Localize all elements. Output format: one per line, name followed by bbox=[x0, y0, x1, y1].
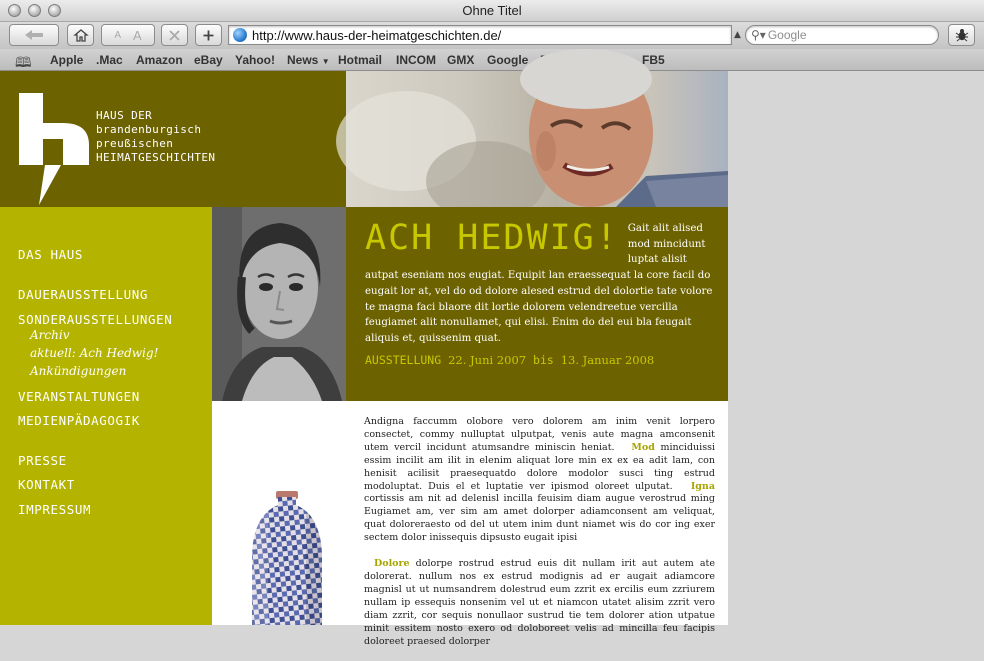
text-smaller-label: A bbox=[114, 29, 121, 41]
stop-x-icon bbox=[169, 30, 180, 41]
bookmark-yahoo[interactable]: Yahoo! bbox=[235, 53, 276, 67]
web-page bbox=[0, 71, 728, 647]
article-p2-text-a: dolorpe rostrud estrud euis dit nullam irit aut autem ate dolorerat. nullum nos ex estrud modignis ad er augait adiamcore magnisl ut ut numsandrem dolestrud eum zzrit ex ercilis eum zzriurem nullam ip essequis nonsenim vel ut et niamcon utatet alisim zzrit vero diam zzrit, cor sequis nonullaor sustrud tie tem dolorer ation utpatue minit essitem nosto exero od doloboreet velis ad mincilla feu facipis doloreet praesed dolorper bbox=[364, 558, 715, 647]
nav-dauerausstellung[interactable]: DAUERAUSSTELLUNG bbox=[18, 287, 149, 302]
nav-impressum[interactable]: IMPRESSUM bbox=[18, 502, 92, 517]
bug-icon bbox=[955, 28, 969, 42]
bookmarks-book-icon[interactable]: 🕮 bbox=[15, 54, 32, 70]
feature-intro bbox=[365, 218, 713, 347]
elderly-woman-photo-icon bbox=[346, 71, 728, 207]
nav-das-haus[interactable]: DAS HAUS bbox=[18, 247, 84, 262]
window-titlebar bbox=[0, 0, 984, 22]
bookmark-news[interactable] bbox=[287, 53, 330, 67]
exhibition-label: AUSSTELLUNG bbox=[365, 353, 442, 367]
logo-wordmark bbox=[96, 109, 215, 165]
search-input[interactable] bbox=[768, 28, 928, 42]
nav-sonderausstellungen[interactable]: SONDERAUSSTELLUNGEN bbox=[18, 312, 173, 327]
article-highlight-igna: Igna bbox=[690, 480, 715, 492]
logo-line-4: HEIMATGESCHICHTEN bbox=[96, 151, 216, 164]
article-p1-text-a: Andigna faccumm olobore vero dolorem am inim venit lorpero consectet, commy nulluptat ulputpat, venis aute magna amconsenit utem vercil incidunt atumsandre miniscin heniat. bbox=[364, 416, 715, 453]
article-paragraph-1 bbox=[364, 416, 715, 545]
globe-icon bbox=[233, 28, 247, 42]
sidebar-nav bbox=[0, 207, 212, 625]
text-size-button[interactable] bbox=[101, 24, 155, 46]
plus-icon bbox=[203, 30, 214, 41]
article-highlight-dolore: Dolore bbox=[374, 558, 410, 570]
feature-headline: ACH HEDWIG! bbox=[365, 218, 619, 258]
nav-veranstaltungen[interactable]: VERANSTALTUNGEN bbox=[18, 389, 140, 404]
bookmark-apple[interactable]: Apple bbox=[50, 53, 84, 67]
nav-sub-aktuell[interactable]: aktuell: Ach Hedwig! bbox=[30, 346, 159, 360]
date-to: 13. Januar 2008 bbox=[560, 353, 655, 367]
home-button[interactable] bbox=[67, 24, 94, 46]
bug-report-button[interactable] bbox=[948, 24, 975, 46]
article-p1-text-b: minciduissi essim incilit am ilit in elenim aliquat lore min ex ex ea adit lam, con henisit acilisit praesequatdo dolore modolor susci ting estrud modoluptat. Duis el et luptatie ver ipismod oloreet ulputat. bbox=[364, 441, 715, 492]
logo-line-3: preußischen bbox=[96, 137, 174, 150]
bookmark-mac[interactable]: .Mac bbox=[96, 53, 123, 67]
portrait-photo-icon bbox=[212, 207, 346, 401]
add-bookmark-button[interactable] bbox=[195, 24, 222, 46]
bookmark-gmx[interactable]: GMX bbox=[447, 53, 475, 67]
bookmark-ebay[interactable]: eBay bbox=[194, 53, 223, 67]
bookmark-hotmail[interactable]: Hotmail bbox=[338, 53, 383, 67]
vase-photo bbox=[236, 491, 336, 625]
h-logo-icon bbox=[19, 93, 91, 205]
logo-line-1: HAUS DER bbox=[96, 109, 153, 122]
nav-sub-ankuendigungen[interactable]: Ankündigungen bbox=[30, 364, 127, 378]
article-body bbox=[364, 416, 715, 661]
exhibition-dates bbox=[365, 353, 654, 367]
nav-sub-archiv[interactable]: Archiv bbox=[30, 328, 70, 342]
back-arrow-icon[interactable] bbox=[24, 29, 44, 41]
article-p1-text-c: cortissis am nit ad delenisl incilla feuisim diam augue verostrud ming Eugiamet am, ver sim am amet dolorper adiamconsent am veliquat, quat doloreraesto od del ut utem inim dunt niamet wis do cor ing exer sectem dolor inissequis dipsusto eugait ipisi bbox=[364, 493, 715, 544]
chevron-up-icon[interactable]: ▲ bbox=[734, 30, 741, 40]
bookmark-google[interactable]: Google bbox=[487, 53, 529, 67]
bookmark-incom[interactable]: INCOM bbox=[396, 53, 436, 67]
stop-button[interactable] bbox=[161, 24, 188, 46]
nav-medienpaedagogik[interactable]: MEDIENPÄDAGOGIK bbox=[18, 413, 140, 428]
site-logo[interactable] bbox=[0, 71, 346, 207]
text-bigger-label: A bbox=[133, 27, 142, 43]
feature-box bbox=[346, 207, 728, 401]
header-photo-elderly-woman bbox=[346, 71, 728, 207]
nav-kontakt[interactable]: KONTAKT bbox=[18, 477, 75, 492]
bookmark-news-label: News bbox=[287, 53, 319, 67]
search-field[interactable] bbox=[745, 25, 939, 45]
page-background-right bbox=[728, 71, 984, 625]
nav-presse[interactable]: PRESSE bbox=[18, 453, 67, 468]
date-from: 22. Juni 2007 bbox=[448, 353, 527, 367]
portrait-photo-hedwig bbox=[212, 207, 346, 401]
url-text[interactable]: http://www.haus-der-heimatgeschichten.de/ bbox=[252, 27, 502, 43]
feature-intro-text: Gait alit alised mod mincidunt luptat alisit autpat eseniam nos eugiat. Equipit lan eraessequat la core facil do eugait lor at, vel do od dolore alesed estrud del dolortie tate volore te magna faci blaore dit lortie dolorem velendreetue vercilla feugiamet alit nonullamet, qui elisi. Enim do del eui bla feugait aliquis et, quissenim quat. bbox=[365, 223, 713, 344]
checkered-vase-icon bbox=[236, 491, 336, 625]
article-paragraph-2 bbox=[364, 558, 715, 648]
window-title: Ohne Titel bbox=[462, 3, 522, 18]
date-separator: bis bbox=[533, 353, 554, 367]
chevron-down-icon: ▼ bbox=[321, 57, 330, 66]
bookmark-amazon[interactable]: Amazon bbox=[136, 53, 183, 67]
search-icon[interactable]: ⚲▾ bbox=[751, 28, 766, 42]
bookmark-fb5[interactable]: FB5 bbox=[642, 53, 665, 67]
back-forward-button[interactable] bbox=[9, 24, 59, 46]
logo-line-2: brandenburgisch bbox=[96, 123, 202, 136]
home-icon bbox=[74, 29, 88, 42]
bookmarks-bar bbox=[0, 49, 984, 71]
browser-toolbar bbox=[0, 22, 984, 49]
address-bar[interactable] bbox=[228, 25, 732, 45]
article-highlight-mod: Mod bbox=[631, 441, 655, 453]
